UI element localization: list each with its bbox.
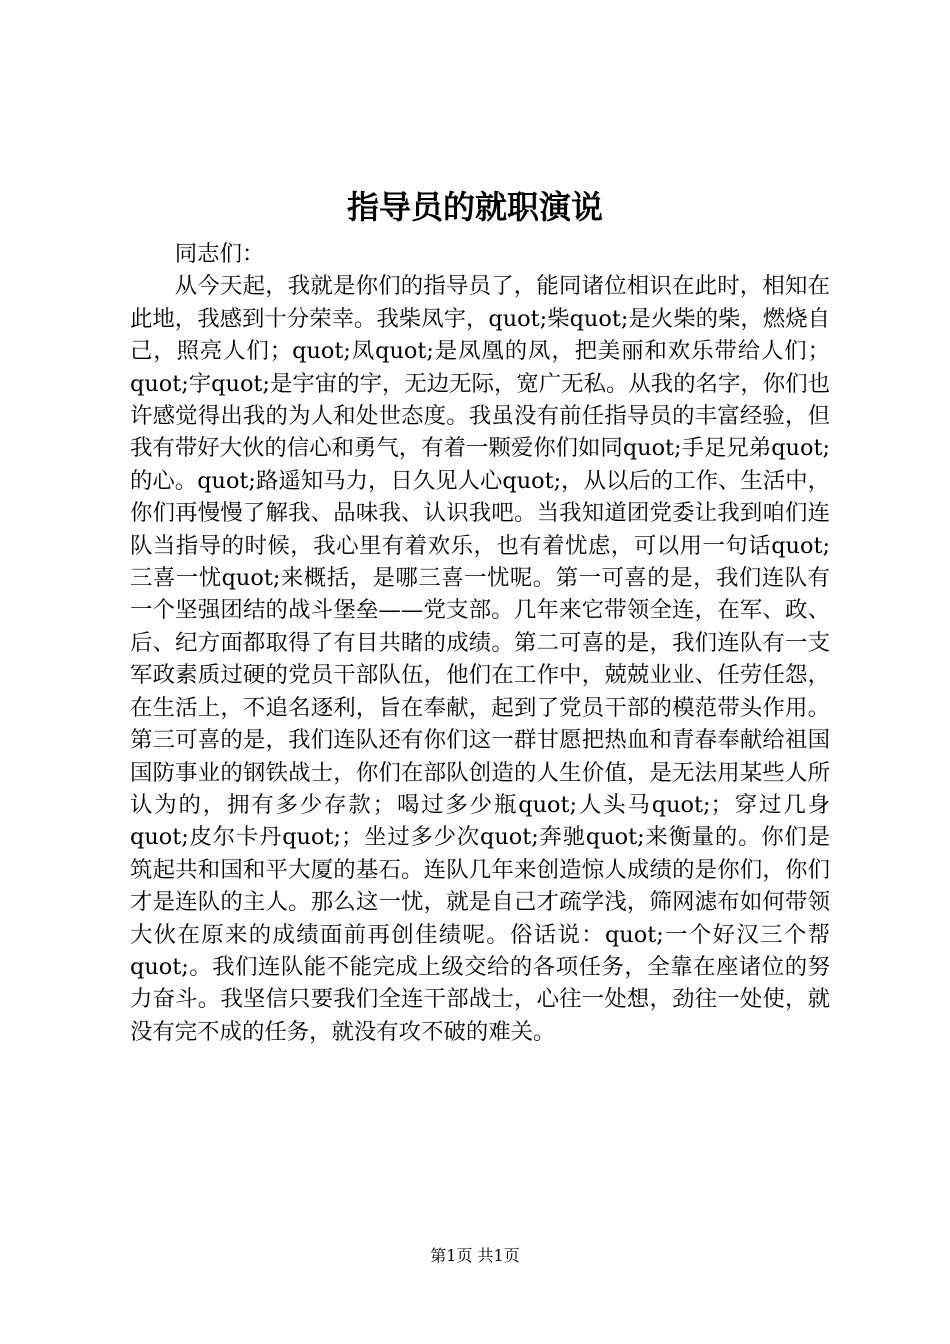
salutation: 同志们： [174,241,265,267]
body-paragraph: 从今天起，我就是你们的指导员了，能同诸位相识在此时，相知在此地，我感到十分荣幸。我柴凤宇，quot;柴quot;是火柴的柴，燃烧自己，照亮人们；quot;凤quot;是凤凰的凤，把美丽和欢乐带给人们；quot;宇quot;是宇宙的宇，无边无际，宽广无私。从我的名字，你们也许感觉得出我的为人和处世态度。我虽没有前任指导员的丰富经验，但我有带好大伙的信心和勇气，有着一颗爱你们如同quot;手足兄弟quot;的心。quot;路遥知马力，日久见人心quot;，从以后的工作、生活中，你们再慢慢了解我、品味我、认识我吧。当我知道团党委让我到咱们连队当指导的时候，我心里有着欢乐，也有着忧虑，可以用一句话quot;三喜一忧quot;来概括，是哪三喜一忧呢。第一可喜的是，我们连队有一个坚强团结的战斗堡垒——党支部。几年来它带领全连，在军、政、后、纪方面都取得了有目共睹的成绩。第二可喜的是，我们连队有一支军政素质过硬的党员干部队伍，他们在工作中，兢兢业业、任劳任怨，在生活上，不追名逐利，旨在奉献，起到了党员干部的模范带头作用。第三可喜的是，我们连队还有你们这一群甘愿把热血和青春奉献给祖国国防事业的钢铁战士，你们在部队创造的人生价值，是无法用某些人所认为的，拥有多少存款；喝过多少瓶quot;人头马quot;；穿过几身quot;皮尔卡丹quot;；坐过多少次quot;奔驰quot;来衡量的。你们是筑起共和国和平大厦的基石。连队几年来创造惊人成绩的是你们，你们才是连队的主人。那么这一忧，就是自己才疏学浅，筛网滤布如何带领大伙在原来的成绩面前再创佳绩呢。俗话说：quot;一个好汉三个帮quot;。我们连队能不能完成上级交给的各项任务，全靠在座诸位的努力奋斗。我坚信只要我们全连干部战士，心往一处想，劲往一处使，就没有完不成的任务，就没有攻不破的难关。 [130,273,830,1045]
document-body [130,238,830,1048]
page-number-footer: 第1页 共1页 [430,1246,520,1265]
document-title: 指导员的就职演说 [346,188,603,226]
